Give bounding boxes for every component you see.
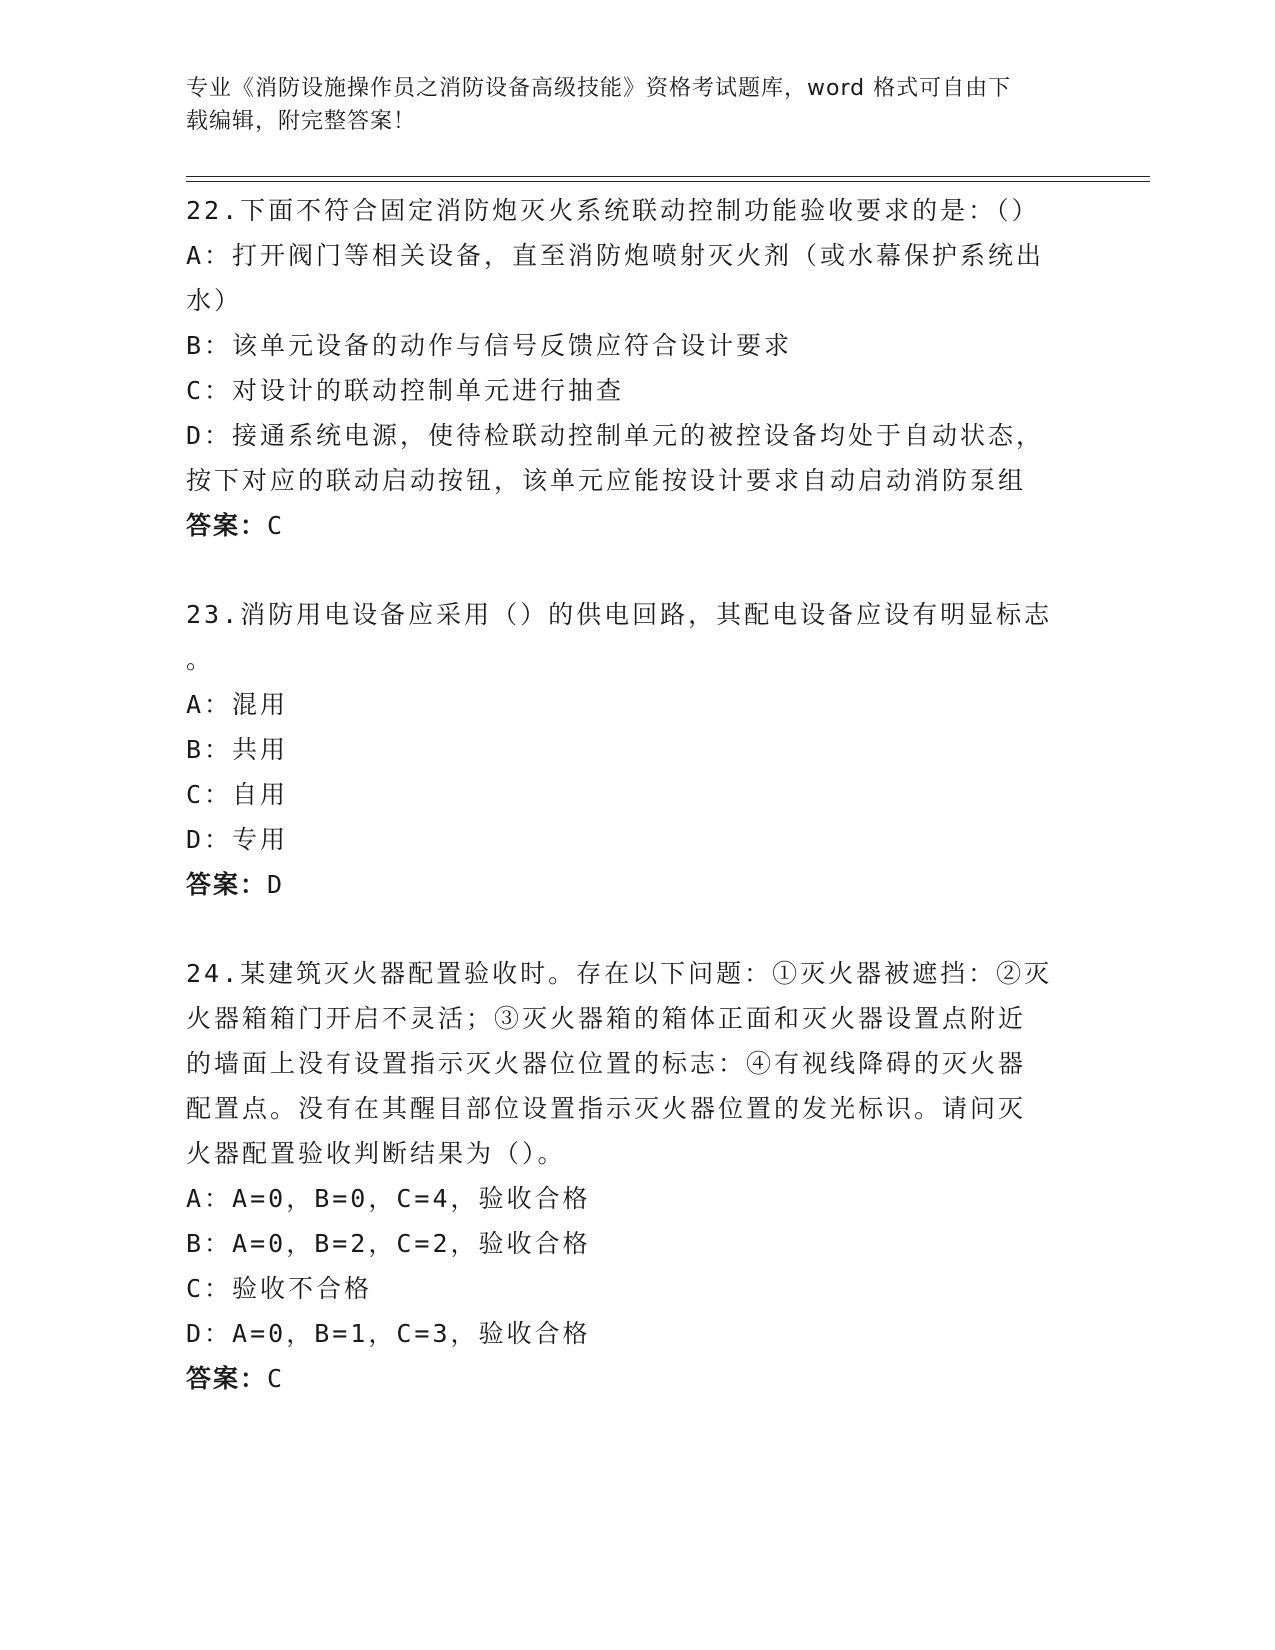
answer-line (186, 503, 1076, 548)
answer-label: 答案： (186, 1364, 268, 1393)
option-line: B：该单元设备的动作与信号反馈应符合设计要求 (186, 331, 793, 360)
option-line: 水） (186, 286, 243, 315)
question-stem-line: 火器配置验收判断结果为（）。 (186, 1139, 566, 1168)
option-line: D：A=0，B=1，C=3，验收合格 (186, 1319, 591, 1348)
question-list (186, 188, 1076, 1445)
option-line: C：验收不合格 (186, 1274, 373, 1303)
option-line: D：专用 (186, 825, 289, 854)
option-line: A：A=0，B=0，C=4，验收合格 (186, 1184, 591, 1213)
option-line: A：混用 (186, 690, 289, 719)
header-line-1: 专业《消防设施操作员之消防设备高级技能》资格考试题库，word 格式可自由下 (186, 76, 1012, 101)
question-block (186, 592, 1076, 907)
question-block (186, 188, 1076, 548)
header-line-2: 载编辑，附完整答案！ (186, 109, 417, 134)
question-stem-line: 24.某建筑灭火器配置验收时。存在以下问题：①灭火器被遮挡：②灭 (186, 959, 1053, 988)
question-stem-line: 火器箱箱门开启不灵活；③灭火器箱的箱体正面和灭火器设置点附近 (186, 1004, 1027, 1033)
answer-label: 答案： (186, 511, 268, 540)
answer-value: D (267, 870, 285, 899)
header-divider-top (186, 176, 1150, 177)
question-stem-line: 。 (186, 645, 215, 674)
question-stem-line: 22.下面不符合固定消防炮灭火系统联动控制功能验收要求的是：（） (186, 196, 1040, 225)
question-block (186, 951, 1076, 1401)
answer-value: C (267, 1364, 285, 1393)
option-line: D：接通系统电源，使待检联动控制单元的被控设备均处于自动状态， (186, 421, 1045, 450)
answer-line (186, 862, 1076, 907)
option-line: B：A=0，B=2，C=2，验收合格 (186, 1229, 591, 1258)
question-stem-line: 的墙面上没有设置指示灭火器位位置的标志：④有视线降碍的灭火器 (186, 1049, 1027, 1078)
option-line: 按下对应的联动启动按钮，该单元应能按设计要求自动启动消防泵组 (186, 466, 1027, 495)
answer-value: C (267, 511, 285, 540)
answer-line (186, 1356, 1076, 1401)
option-line: C：自用 (186, 780, 289, 809)
question-stem-line: 配置点。没有在其醒目部位设置指示灭火器位置的发光标识。请问灭 (186, 1094, 1027, 1123)
option-line: B：共用 (186, 735, 289, 764)
option-line: C：对设计的联动控制单元进行抽查 (186, 376, 625, 405)
question-stem-line: 23.消防用电设备应采用（）的供电回路，其配电设备应设有明显标志 (186, 600, 1053, 629)
header-divider-bottom (186, 181, 1150, 182)
document-header (186, 72, 1066, 138)
answer-label: 答案： (186, 870, 268, 899)
option-line: A：打开阀门等相关设备，直至消防炮喷射灭火剂（或水幕保护系统出 (186, 241, 1045, 270)
